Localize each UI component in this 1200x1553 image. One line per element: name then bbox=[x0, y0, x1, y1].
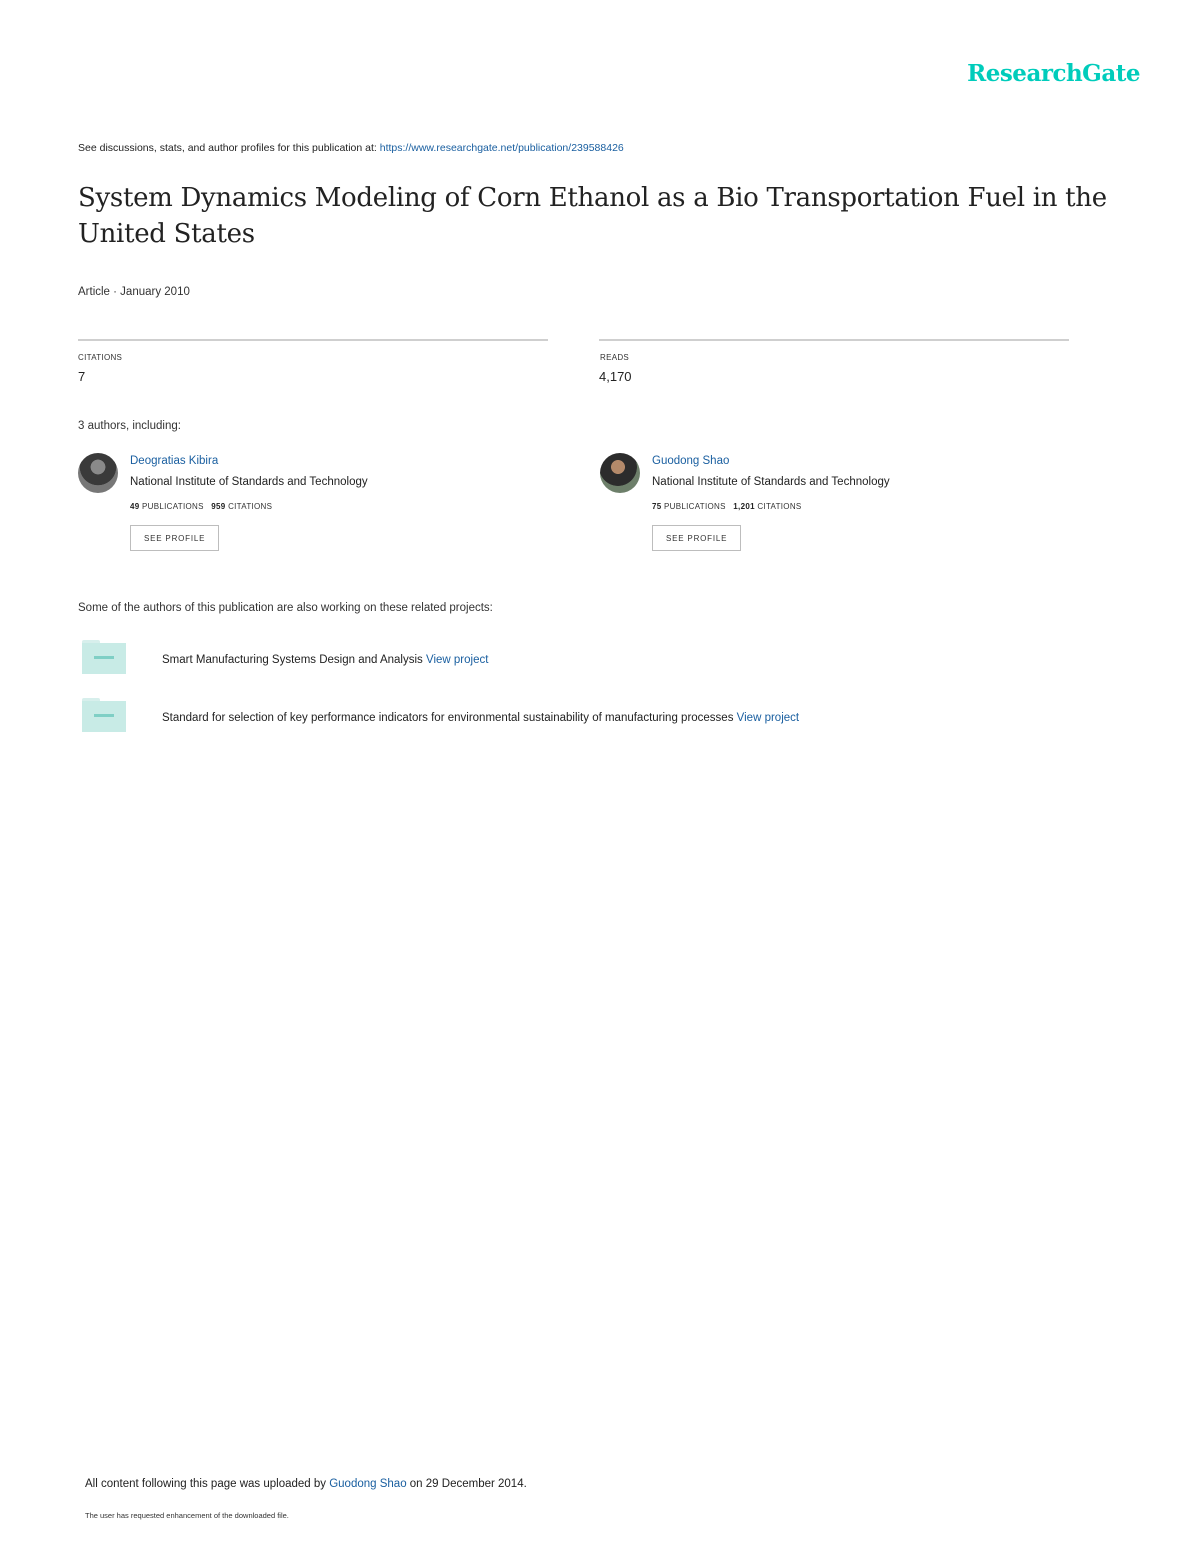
article-meta: Article · January 2010 bbox=[78, 286, 190, 298]
author-institution: National Institute of Standards and Technology bbox=[130, 476, 368, 488]
citations-count: 959 bbox=[211, 502, 226, 511]
upload-suffix: on 29 December 2014. bbox=[406, 1478, 527, 1490]
project-text bbox=[162, 654, 488, 666]
citations-label: CITATIONS bbox=[228, 502, 273, 511]
citations-divider bbox=[78, 339, 548, 341]
project-folder-icon bbox=[82, 640, 126, 674]
project-title: Standard for selection of key performance indicators for environmental sustainability of manufacturing processes bbox=[162, 712, 737, 724]
discussion-line bbox=[78, 142, 624, 154]
publication-title: System Dynamics Modeling of Corn Ethanol as a Bio Transportation Fuel in the United States bbox=[78, 183, 1107, 249]
see-profile-button[interactable]: SEE PROFILE bbox=[130, 525, 219, 551]
authors-heading: 3 authors, including: bbox=[78, 420, 181, 432]
citations-count: 1,201 bbox=[733, 502, 755, 511]
discussion-text: See discussions, stats, and author profiles for this publication at: bbox=[78, 142, 380, 154]
project-title: Smart Manufacturing Systems Design and Analysis bbox=[162, 654, 426, 666]
project-text bbox=[162, 712, 799, 724]
citations-label: CITATIONS bbox=[757, 502, 802, 511]
citations-label: CITATIONS bbox=[78, 353, 123, 362]
projects-heading: Some of the authors of this publication are also working on these related projects: bbox=[78, 602, 493, 614]
author-stats bbox=[130, 502, 272, 511]
uploader-link[interactable]: Guodong Shao bbox=[329, 1478, 407, 1490]
project-folder-icon bbox=[82, 698, 126, 732]
upload-prefix: All content following this page was uploaded by bbox=[85, 1478, 330, 1490]
citations-value: 7 bbox=[78, 369, 86, 384]
publications-count: 49 bbox=[130, 502, 140, 511]
author-institution: National Institute of Standards and Technology bbox=[652, 476, 890, 488]
author-card bbox=[600, 453, 1070, 553]
view-project-link[interactable]: View project bbox=[425, 654, 489, 666]
avatar[interactable] bbox=[600, 453, 640, 493]
view-project-link[interactable]: View project bbox=[736, 712, 800, 724]
publication-url-link[interactable]: https://www.researchgate.net/publication/239588426 bbox=[379, 142, 624, 154]
upload-notice bbox=[85, 1478, 527, 1490]
reads-divider bbox=[599, 339, 1069, 341]
researchgate-logo: ResearchGate bbox=[967, 60, 1140, 87]
avatar[interactable] bbox=[78, 453, 118, 493]
author-name-link[interactable]: Deogratias Kibira bbox=[130, 455, 219, 467]
project-item bbox=[78, 640, 1078, 680]
reads-label: READS bbox=[600, 353, 630, 362]
publications-count: 75 bbox=[652, 502, 662, 511]
author-name-link[interactable]: Guodong Shao bbox=[652, 455, 730, 467]
enhancement-note: The user has requested enhancement of the downloaded file. bbox=[85, 1511, 289, 1520]
reads-value: 4,170 bbox=[599, 369, 632, 384]
project-item bbox=[78, 698, 1078, 738]
author-stats bbox=[652, 502, 802, 511]
publications-label: PUBLICATIONS bbox=[142, 502, 204, 511]
see-profile-button[interactable]: SEE PROFILE bbox=[652, 525, 741, 551]
author-card bbox=[78, 453, 548, 553]
publications-label: PUBLICATIONS bbox=[664, 502, 726, 511]
